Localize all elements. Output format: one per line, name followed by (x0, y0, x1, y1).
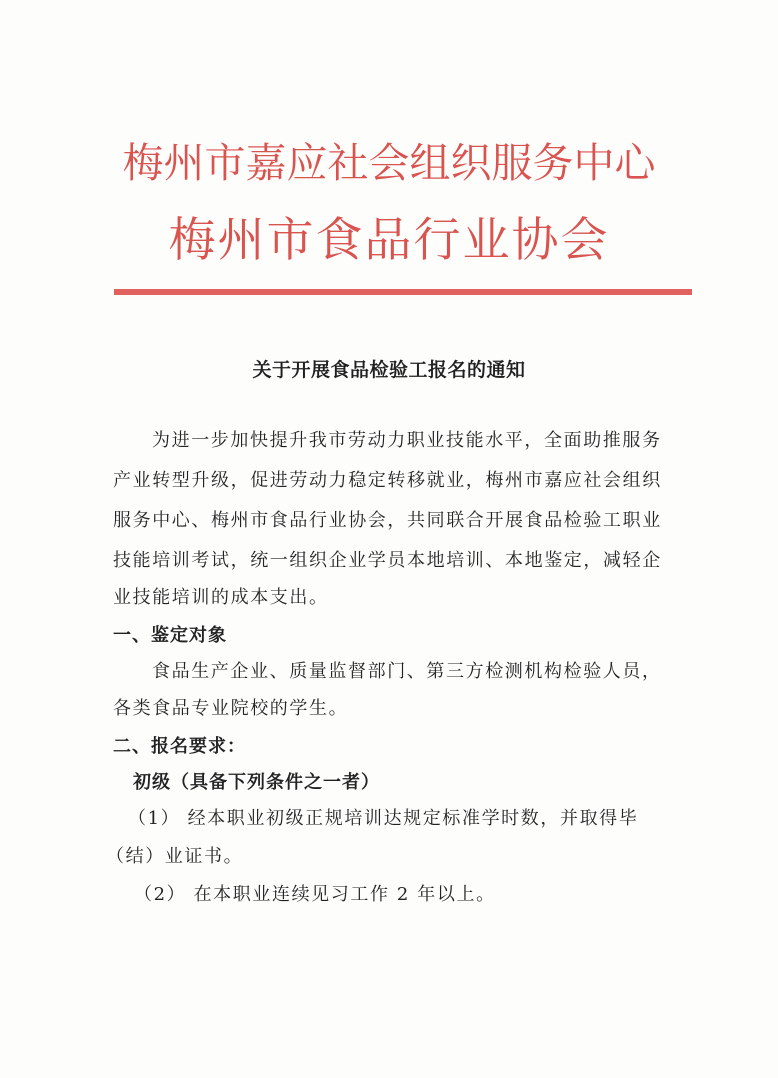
section-1-heading: 一、鉴定对象 (113, 625, 227, 646)
intro-line-5: 业技能培训的成本支出。 (113, 587, 329, 608)
organization-name-2: 梅州市食品行业协会 (168, 213, 610, 268)
intro-line-3: 服务中心、梅州市食品行业协会，共同联合开展食品检验工职业 (113, 510, 662, 531)
intro-line-2: 产业转型升级，促进劳动力稳定转移就业，梅州市嘉应社会组织 (113, 470, 662, 491)
condition-2-line: （2） 在本职业连续见习工作 2 年以上。 (134, 884, 496, 905)
intro-line-4: 技能培训考试，统一组织企业学员本地培训、本地鉴定，减轻企 (113, 550, 662, 571)
section-1-line-1: 食品生产企业、质量监督部门、第三方检测机构检验人员， (152, 661, 662, 682)
notice-title: 关于开展食品检验工报名的通知 (252, 359, 526, 381)
organization-name-1: 梅州市嘉应社会组织服务中心 (122, 139, 656, 187)
intro-line-1: 为进一步加快提升我市劳动力职业技能水平，全面助推服务 (152, 430, 662, 451)
condition-1-line-2: （结）业证书。 (106, 846, 244, 867)
section-1-line-2: 各类食品专业院校的学生。 (113, 698, 349, 719)
level-heading: 初级（具备下列条件之一者） (133, 772, 380, 793)
condition-1-line-1: （1） 经本职业初级正规培训达规定标准学时数，并取得毕 (128, 808, 639, 829)
section-2-heading: 二、报名要求： (113, 736, 246, 757)
letterhead-red-divider (114, 289, 692, 295)
